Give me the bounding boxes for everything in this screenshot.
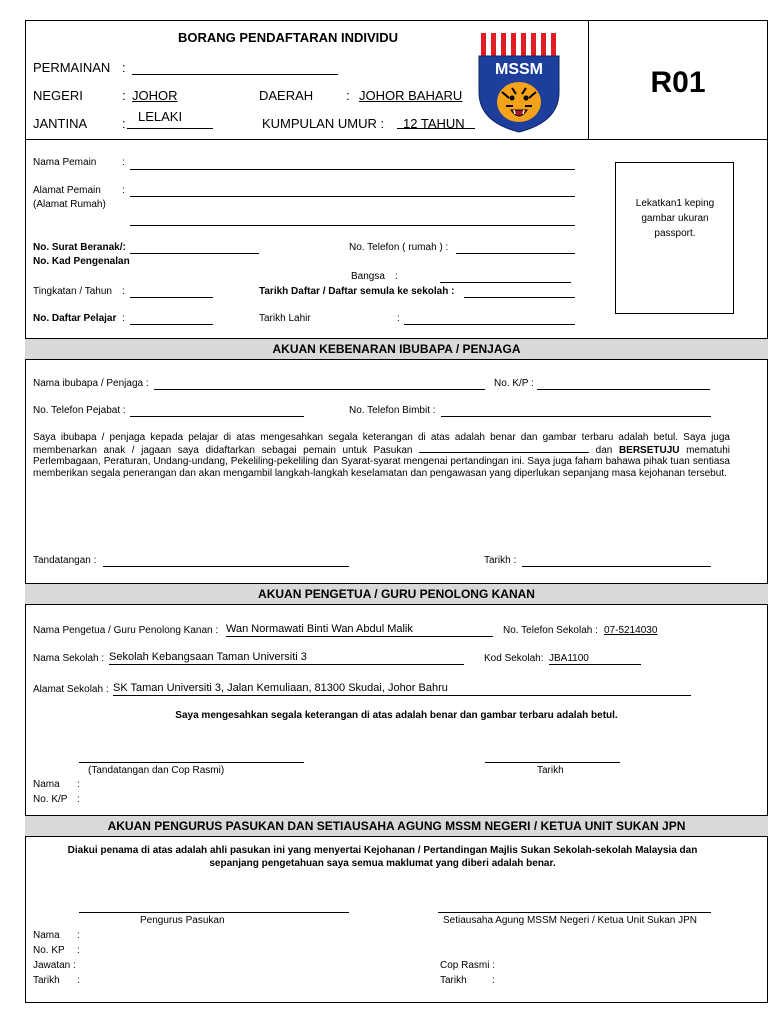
jantina-label: JANTINA: [33, 116, 88, 131]
setiausaha-cop-label: Cop Rasmi :: [440, 960, 496, 971]
ibubapa-statement: [33, 432, 730, 479]
daerah-label: DAERAH: [259, 88, 314, 103]
telefon-rumah-field[interactable]: [456, 253, 575, 254]
jantina-field[interactable]: [127, 128, 213, 129]
pengurus-statement: Diakui penama di atas adalah ahli pasukan ini yang menyertai Kejohanan / Pertandingan Majlis Sukan Sekolah-sekolah Malaysia dan sepanjang pengetahuan saya semua maklumat yang diberi adalah benar.: [67, 845, 698, 869]
photo-instruction: Lekatkan1 keping gambar ukuran passport.: [635, 198, 715, 239]
surat-beranak-field[interactable]: [130, 253, 259, 254]
pengurus-kp-colon: :: [77, 945, 80, 956]
pengurus-nama-label: Nama: [33, 930, 60, 941]
nama-pengetua-value: Wan Normawati Binti Wan Abdul Malik: [226, 623, 413, 635]
pengetua-tarikh-label: Tarikh: [537, 765, 564, 776]
bersetuju-text: BERSETUJU: [618, 444, 680, 456]
daftar-pelajar-label: No. Daftar Pelajar: [33, 313, 117, 324]
pengetua-heading: AKUAN PENGETUA / GURU PENOLONG KANAN: [25, 583, 768, 605]
pengurus-jawatan-label: Jawatan :: [33, 960, 76, 971]
ibubapa-kp-label: No. K/P :: [494, 378, 534, 389]
negeri-label: NEGERI: [33, 88, 83, 103]
tarikh-daftar-field[interactable]: [464, 297, 575, 298]
tingkatan-label: Tingkatan / Tahun: [33, 286, 112, 297]
nama-sekolah-field[interactable]: [109, 664, 464, 665]
setiausaha-label: Setiausaha Agung MSSM Negeri / Ketua Unit Sukan JPN: [443, 915, 698, 926]
setiausaha-tarikh-label: Tarikh: [440, 975, 467, 986]
nama-sekolah-value: Sekolah Kebangsaan Taman Universiti 3: [109, 651, 307, 663]
ibubapa-statement-part-2: mematuhi Perlembagaan, Peraturan, Undang-undang, Pekeliling-pekeliling dan Syarat-syarat mengenai pertandingan ini. Saya juga faham bahawa pihak tuan sentiasa memberikan segala penerangan dan akan mengambil langkah-langkah keselamatan dan pengawasan yang diperlukan sepanjang masa kejohanan tersebut.: [33, 444, 731, 479]
pengetua-nama-label: Nama: [33, 779, 60, 790]
kod-sekolah-label: Kod Sekolah:: [484, 653, 544, 664]
pengurus-signature-field[interactable]: [79, 912, 349, 913]
pengetua-kp-label: No. K/P: [33, 794, 68, 805]
setiausaha-signature-field[interactable]: [438, 912, 711, 913]
kumpulan-label: KUMPULAN UMUR :: [262, 116, 385, 131]
cop-rasmi-label: (Tandatangan dan Cop Rasmi): [88, 765, 225, 776]
form-code: R01: [650, 66, 706, 99]
kumpulan-value: 12 TAHUN: [403, 116, 465, 131]
alamat-pemain-field-1[interactable]: [130, 196, 575, 197]
kad-pengenalan-label: No. Kad Pengenalan: [33, 256, 130, 267]
telefon-bimbit-label: No. Telefon Bimbit :: [349, 405, 436, 416]
tarikh-lahir-field[interactable]: [404, 324, 575, 325]
ibubapa-statement-part-1: Saya ibubapa / penjaga kepada pelajar di atas mengesahkan segala keterangan di atas adalah benar dan gambar terbaru adalah betul. Saya juga membenarkan anak / jagaan saya didaftarkan sebagai pemain untuk Pasukan: [33, 432, 730, 456]
nama-ibubapa-label: Nama ibubapa / Penjaga :: [33, 378, 149, 389]
surat-beranak-label: No. Surat Beranak/:: [33, 242, 126, 253]
negeri-colon: :: [122, 88, 126, 103]
tandatangan-label: Tandatangan :: [33, 555, 97, 566]
pasukan-field[interactable]: [419, 444, 589, 453]
ibubapa-tarikh-field[interactable]: [522, 566, 711, 567]
setiausaha-tarikh-colon: :: [492, 975, 495, 986]
negeri-value: JOHOR: [132, 88, 178, 103]
tiger-icon: [497, 82, 541, 122]
permainan-field[interactable]: [132, 74, 338, 75]
nama-pengetua-field[interactable]: [226, 636, 493, 637]
alamat-sekolah-field[interactable]: [113, 695, 691, 696]
pengurus-tarikh-colon: :: [77, 975, 80, 986]
pengetua-tarikh-field[interactable]: [485, 762, 620, 763]
jantina-colon: :: [122, 116, 126, 131]
tarikh-lahir-colon: :: [397, 313, 400, 324]
nama-pengetua-label: Nama Pengetua / Guru Penolong Kanan :: [33, 625, 219, 636]
bangsa-colon: :: [395, 271, 398, 282]
header-bottom-rule: [25, 139, 768, 140]
form-title: BORANG PENDAFTARAN INDIVIDU: [178, 30, 399, 45]
jantina-value: LELAKI: [138, 109, 183, 124]
alamat-sekolah-value: SK Taman Universiti 3, Jalan Kemuliaan, 81300 Skudai, Johor Bahru: [113, 682, 448, 694]
alamat-pemain-label: Alamat Pemain: [33, 185, 101, 196]
daftar-pelajar-field[interactable]: [130, 324, 213, 325]
nama-ibubapa-field[interactable]: [154, 389, 485, 390]
telefon-rumah-label: No. Telefon ( rumah ) :: [349, 242, 449, 253]
alamat-pemain-field-2[interactable]: [130, 225, 575, 226]
pengurus-heading: AKUAN PENGURUS PASUKAN DAN SETIAUSAHA AGUNG MSSM NEGERI / KETUA UNIT SUKAN JPN: [25, 815, 768, 837]
tarikh-lahir-label: Tarikh Lahir: [259, 313, 311, 324]
mssm-logo: [476, 30, 562, 134]
pengetua-nama-colon: :: [77, 779, 80, 790]
kod-sekolah-field[interactable]: [549, 664, 641, 665]
tingkatan-field[interactable]: [130, 297, 213, 298]
ibubapa-kp-field[interactable]: [537, 389, 710, 390]
alamat-pemain-sublabel: (Alamat Rumah): [33, 199, 106, 210]
kumpulan-field[interactable]: [397, 128, 475, 129]
logo-text: MSSM: [495, 61, 543, 78]
kod-sekolah-value: JBA1100: [549, 653, 589, 664]
pengetua-kp-colon: :: [77, 794, 80, 805]
pengurus-kp-label: No. KP: [33, 945, 65, 956]
permainan-label: PERMAINAN: [33, 60, 111, 75]
telefon-pejabat-field[interactable]: [130, 416, 304, 417]
telefon-pejabat-label: No. Telefon Pejabat :: [33, 405, 126, 416]
telefon-sekolah-value: 07-5214030: [604, 625, 658, 636]
nama-sekolah-label: Nama Sekolah :: [33, 653, 105, 664]
telefon-bimbit-field[interactable]: [441, 416, 711, 417]
tingkatan-colon: :: [122, 286, 125, 297]
daerah-colon: :: [346, 88, 350, 103]
nama-pemain-field[interactable]: [130, 169, 575, 170]
pengetua-statement: Saya mengesahkan segala keterangan di atas adalah benar dan gambar terbaru adalah betul.: [175, 710, 618, 721]
pengurus-label: Pengurus Pasukan: [140, 915, 225, 926]
ibubapa-tarikh-label: Tarikh :: [484, 555, 517, 566]
nama-pemain-label: Nama Pemain: [33, 157, 97, 168]
ibubapa-statement-dan: dan: [595, 444, 613, 456]
alamat-pemain-colon: :: [122, 185, 125, 196]
daftar-pelajar-colon: :: [122, 313, 125, 324]
permainan-colon: :: [122, 60, 126, 75]
telefon-sekolah-label: No. Telefon Sekolah :: [503, 625, 598, 636]
alamat-sekolah-label: Alamat Sekolah :: [33, 684, 109, 695]
pengurus-nama-colon: :: [77, 930, 80, 941]
tandatangan-field[interactable]: [103, 566, 349, 567]
pengurus-tarikh-label: Tarikh: [33, 975, 60, 986]
daerah-value: JOHOR BAHARU: [359, 88, 463, 103]
bangsa-field[interactable]: [440, 282, 571, 283]
bangsa-label: Bangsa: [351, 271, 385, 282]
ibubapa-heading: AKUAN KEBENARAN IBUBAPA / PENJAGA: [25, 338, 768, 360]
pengetua-signature-field[interactable]: [79, 762, 304, 763]
nama-pemain-colon: :: [122, 157, 125, 168]
tarikh-daftar-label: Tarikh Daftar / Daftar semula ke sekolah :: [259, 286, 455, 297]
